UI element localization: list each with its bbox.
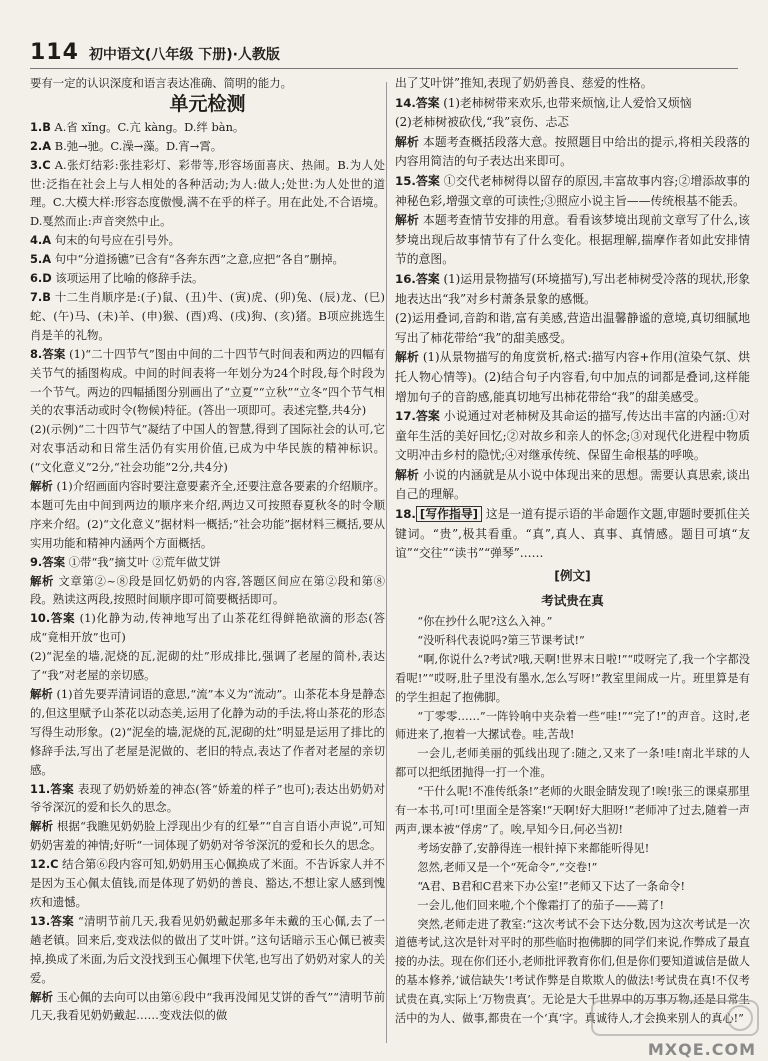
- answer-text: (2)运用叠词,音韵和谐,富有美感,营造出温馨静谧的意境,真切细腻地写出了柿花带给“我”的甜美感受。: [395, 311, 750, 345]
- answer-item: [395, 113, 750, 133]
- answer-item: [395, 309, 750, 348]
- book-title: 初中语文(八年级 下册)·人教版: [88, 47, 280, 63]
- answer-text: (1)“二十四节气”图由中间的二十四节气时间表和两边的四幅有关节气的插图构成。中间的时间表将一年划分为24个时段,每个时段为一个节气。两边的四幅插图分别画出了“立夏”“立秋”“立冬”四个节气相关的农事活动或时令(物候)特征。(答出一项即可。表述完整,共4分): [30, 346, 385, 418]
- item-18: [395, 505, 750, 564]
- left-answer-list: [30, 118, 385, 1026]
- answer-text: (2)“泥垒的墙,泥烧的瓦,泥砌的灶”形成排比,强调了老屋的简朴,表达了“我”对老屋的亲切感。: [30, 649, 385, 683]
- answer-label: 3.C: [30, 157, 51, 172]
- item-18-text: 这是一道有提示语的半命题作文题,审题时要抓住关键词。“贵”,极其看重。“真”,真人、真事、真情感。题目可填“友谊”“交往”“读书”“弹琴”……: [395, 507, 750, 561]
- answer-text: 结合第⑥段内容可知,奶奶用玉心佩换成了米面。不告诉家人并不是因为玉心佩太值钱,而是体现了奶奶的善良、豁达,不想让家人感到愧疚和遗憾。: [30, 857, 385, 909]
- answer-label: 4.A: [30, 233, 52, 248]
- answer-item: [30, 118, 385, 137]
- essay-title: 考试贵在真: [541, 593, 604, 609]
- answer-text: “清明节前几天,我看见奶奶戴起那多年未戴的玉心佩,去了一趟老镇。回来后,变戏法似的做出了艾叶饼。”这句话暗示玉心佩已被卖掉,换成了米面,为后文没找到玉心佩埋下伏笔,也写出了奶奶对家人的关爱。: [30, 913, 385, 985]
- answer-item: [30, 420, 385, 477]
- answer-text: (1)老柿树带来欢乐,也带来烦恼,让人爱恰又烦恼: [439, 95, 692, 110]
- answer-item: [30, 345, 385, 421]
- answer-label: 8.答案: [30, 346, 66, 361]
- answer-item: [395, 270, 750, 309]
- answer-item: [30, 912, 385, 988]
- answer-text: B.弛→驰。C.澡→藻。D.宵→霄。: [51, 138, 223, 153]
- answer-item: [30, 647, 385, 685]
- essay-paragraph: “没听科代表说吗?第三节课考试!”: [417, 633, 585, 647]
- answer-label: 解析: [30, 989, 54, 1004]
- answer-label: 5.A: [30, 252, 52, 267]
- answer-item: [395, 407, 750, 466]
- answer-item: [395, 133, 750, 172]
- answer-item: [30, 817, 385, 855]
- answer-text: (1)介绍画面内容时要注意要素齐全,还要注意各要素的介绍顺序。本题可先由中间到两边的顺序来介绍,两边又可按照春夏秋冬的时令顺序来介绍。(2)“文化意义”据材料一概括;“社会功能”据材料三概括,要从实用功能和精神内涵两个方面概括。: [30, 479, 385, 550]
- left-column: [30, 74, 385, 1025]
- answer-item: [395, 211, 750, 270]
- answer-label: 10.答案: [30, 611, 76, 626]
- answer-label: 14.答案: [395, 95, 440, 110]
- answer-label: 7.B: [30, 289, 51, 304]
- answer-text: 小说通过对老柿树及其命运的描写,传达出丰富的内涵:①对童年生活的美好回忆;②对故乡和亲人的怀念;③对现代化进程中物质文明冲击乡村的隐忧;④对继承传统、保留生命根基的呼唤。: [395, 409, 750, 463]
- answer-text: A.张灯结彩:张挂彩灯、彩带等,形容场面喜庆、热闹。B.为人处世:泛指在社会上与人相处的各种活动;为人:做人;处世:为人处世的道理。C.大模大样:形容态度傲慢,满不在乎的样子。用在此处,不合语境。D.戛然而止:声音突然中止。: [30, 157, 385, 229]
- answer-label: 6.D: [30, 271, 52, 286]
- answer-label: 解析: [395, 467, 419, 482]
- answer-item: [30, 572, 385, 610]
- essay-paragraph: 一会儿,他们回来啦,个个像霜打了的茄子——蔫了!: [417, 898, 664, 912]
- answer-label: 解析: [395, 350, 419, 365]
- answer-item: [30, 988, 385, 1026]
- answer-item: [30, 231, 385, 250]
- item-18-number: 18.: [395, 507, 416, 522]
- answer-label: 解析: [30, 687, 53, 701]
- answer-label: 9.答案: [30, 554, 66, 569]
- answer-item: [30, 250, 385, 269]
- answer-text: (1)化静为动,传神地写出了山茶花红得鲜艳欲滴的形态(答成“竟相开放”也可): [30, 611, 385, 645]
- column-divider: [386, 82, 387, 1043]
- answer-item: [30, 477, 385, 553]
- answer-item: [395, 94, 750, 114]
- essay-body: [395, 613, 750, 1029]
- answer-label: 11.答案: [30, 781, 74, 796]
- answer-label: 解析: [395, 213, 419, 228]
- answer-item: [395, 466, 750, 505]
- watermark-text: MXQE.COM: [647, 1040, 756, 1059]
- answer-text: ①交代老柿树得以留存的原因,丰富故事内容;②增添故事的神秘色彩,增强文章的可读性;③照应小说主旨——传统根基不能丢。: [395, 173, 750, 208]
- answer-label: 16.答案: [395, 271, 440, 286]
- answer-item: [30, 855, 385, 912]
- right-answer-list: [395, 94, 750, 505]
- answer-text: 本题考查概括段落大意。按照题目中给出的提示,将相关段落的内容用简洁的句子表达出来即可。: [395, 134, 750, 169]
- answer-item: [395, 172, 750, 211]
- answer-label: 解析: [395, 134, 419, 149]
- essay-paragraph: 考场安静了,安静得连一根针掉下来都能听得见!: [417, 841, 650, 855]
- answer-text: (1)运用景物描写(环境描写),写出老柿树受冷落的现状,形象地表达出“我”对乡村萧条景象的感慨。: [395, 271, 750, 306]
- answer-label: 12.C: [30, 857, 59, 872]
- answer-text: (2)老柿树被砍伐,“我”哀伤、忐忑: [395, 115, 570, 130]
- answer-label: 解析: [30, 819, 54, 834]
- answer-text: 根据“我瞧见奶奶脸上浮现出少有的红晕”“自言自语小声说”,可知奶奶害羞的神情;好听“一词体现了奶奶对爷爷深沉的爱和长久的思念。: [30, 819, 385, 853]
- answer-text: 玉心佩的去向可以由第⑥段中“我再没闻见艾饼的香气”“清明节前几天,我看见奶奶戴起……变戏法似的做: [30, 989, 385, 1023]
- section-title: 单元检测: [169, 92, 246, 115]
- answer-item: [30, 685, 385, 780]
- answer-text: 表现了奶奶娇羞的神态(答“娇羞的样子”也可);表达出奶奶对爷爷深沉的爱和长久的思念。: [30, 781, 385, 815]
- right-column: [395, 74, 750, 1029]
- page-header: [30, 40, 738, 66]
- answer-text: 小说的内涵就是从小说中体现出来的思想。需要认真思索,谈出自己的理解。: [395, 467, 750, 502]
- answer-text: 句中“分道扬镳”已含有“各奔东西”之意,应把“各自”删掉。: [51, 252, 344, 267]
- essay-paragraph: “丁零零……”一阵铃响中夹杂着一些“哇!”“完了!”的声音。这时,老师进来了,抱着一大摞试卷。哇,苦哉!: [395, 709, 750, 742]
- answer-item: [30, 553, 385, 572]
- answer-text: 本题考查情节安排的用意。看看该梦境出现前文章写了什么,该梦境出现后故事情节有了什么变化。根据理解,揣摩作者如此安排情节的意图。: [395, 213, 750, 267]
- essay-paragraph: “干什么呢!不准传纸条!”老师的火眼金睛发现了!唉!张三的课桌那里有一本书,可!可!里面全是答案!“天啊!好大胆呀!”老师冲了过去,随着一声两声,课本被“俘虏”了。唉,早知今日,何必当初!: [395, 785, 750, 836]
- essay-paragraph: “A君、B君和C君来下办公室!”老师又下达了一条命令!: [417, 879, 685, 893]
- essay-paragraph: 忽然,老师又是一个“死命令”,“交卷!”: [417, 860, 598, 874]
- page-number: 114: [30, 40, 79, 65]
- answer-item: [30, 137, 385, 156]
- answer-item: [30, 609, 385, 647]
- answer-label: 2.A: [30, 138, 52, 153]
- answer-label: 15.答案: [395, 173, 440, 188]
- header-rule: [30, 68, 738, 69]
- continuation-text: 出了艾叶饼”推知,表现了奶奶善良、慈爱的性格。: [395, 76, 653, 90]
- answer-label: 17.答案: [395, 409, 440, 424]
- essay-paragraph: 突然,老师走进了教室:“这次考试不会下达分数,因为这次考试是一次道德考试,这次是针对平时的那些临时抱佛脚的同学们来说,作弊成了最直接的办法。现在你们还小,老师批评教育你们,但是你们要知道诚信是做人的基本修养,‘诚信缺失’!考试作弊是自欺欺人的做法!考试贵在真!不仅考试贵在真,实际上‘万物贵真’。无论是大千世界中的万事万物,还是日常生活中的为人、做事,都贵在一个‘真’字。真诚待人,才会换来别人的真心!”: [395, 917, 750, 1026]
- answer-text: ①带“我”摘艾叶 ②荒年做艾饼: [65, 554, 221, 569]
- answer-label: 解析: [30, 479, 53, 494]
- answer-text: 十二生肖顺序是:(子)鼠、(丑)牛、(寅)虎、(卯)兔、(辰)龙、(巳)蛇、(午)马、(未)羊、(申)猴、(酉)鸡、(戌)狗、(亥)猪。B项应挑选生肖是羊的礼物。: [30, 289, 385, 342]
- answer-item: [30, 269, 385, 288]
- answer-label: 13.答案: [30, 913, 74, 928]
- intro-text: 要有一定的认识深度和语言表达准确、简明的能力。: [30, 76, 292, 90]
- answer-text: A.省 xǐng。C.亢 kàng。D.绊 bàn。: [50, 119, 245, 134]
- essay-paragraph: “啊,你说什么?考试?哦,天啊!世界末日啦!”“哎呀完了,我一个字都没看呢!”“哎呀,肚子里没有墨水,怎么写呀!”教室里闹成一片。班里算是有的学生担起了抱佛脚。: [395, 652, 750, 704]
- answer-text: 句末的句号应在引号外。: [51, 233, 180, 248]
- answer-text: (2)(示例)“二十四节气”凝结了中国人的智慧,得到了国际社会的认可,它对农事活动和日常生活仍有实用价值,已成为中华民族的精神标识。(“文化意义”2分,“社会功能”2分,共4分): [30, 422, 385, 475]
- answer-text: (1)首先要弄清词语的意思,“流”本义为“流动”。山茶花本身是静态的,但这里赋予山茶花以动态美,运用了化静为动的手法,将山茶花的形态写得生动形象。(2)“泥垒的墙,泥烧的瓦,泥砌的灶”明显是运用了排比的修辞手法,写出了老屋是泥做的、老旧的特点,表达了作者对老屋的亲切感。: [30, 687, 385, 777]
- answer-item: [30, 780, 385, 818]
- answer-text: 文章第②~⑧段是回忆奶奶的内容,答题区间应在第②段和第⑧段。熟读这两段,按照时间顺序即可简要概括即可。: [30, 573, 385, 607]
- answer-item: [395, 348, 750, 407]
- essay-paragraph: 一会儿,老师美丽的弧线出现了:随之,又来了一条!哇!南北半球的人都可以把纸团抛得一打一个准。: [395, 747, 750, 780]
- answer-label: 1.B: [30, 119, 51, 134]
- answer-item: [30, 156, 385, 232]
- example-label: [例文]: [554, 567, 591, 583]
- answer-label: 解析: [30, 573, 55, 588]
- answer-item: [30, 288, 385, 345]
- writing-guide-tag: [写作指导]: [416, 506, 482, 522]
- answer-text: (1)从景物描写的角度赏析,格式:描写内容+作用(渲染气氛、烘托人物心情等)。(2)结合句子内容看,句中加点的词都是叠词,这样能增加句子的音韵感,能真切地写出柿花带给“我”的甜美感受。: [395, 350, 750, 404]
- answer-text: 该项运用了比喻的修辞手法。: [51, 271, 204, 286]
- essay-paragraph: “你在抄什么呢?这么入神。”: [417, 615, 553, 629]
